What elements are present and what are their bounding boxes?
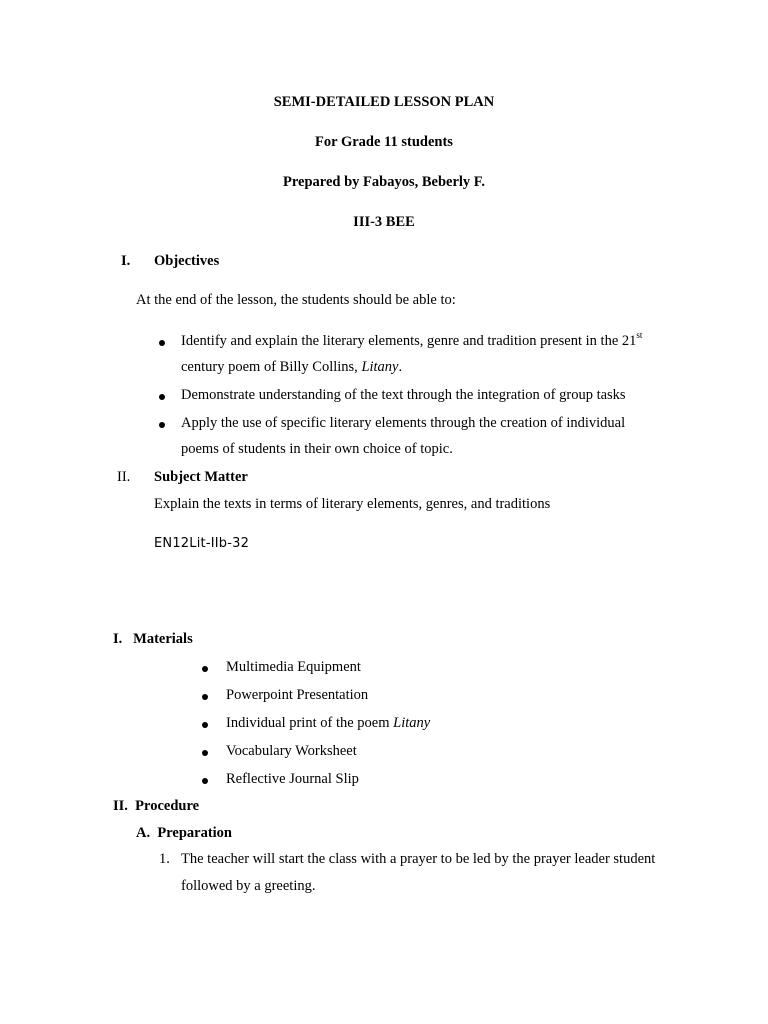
objectives-heading: Objectives: [154, 253, 220, 269]
grade-line: For Grade 11 students: [315, 134, 453, 150]
material-item-2: Powerpoint Presentation: [226, 687, 369, 703]
procedure-step-1-line-1: The teacher will start the class with a prayer to be led by the prayer leader student: [181, 851, 656, 867]
subject-matter-heading: Subject Matter: [154, 469, 248, 485]
procedure-heading: II. Procedure: [113, 798, 200, 814]
materials-heading: I. Materials: [113, 631, 193, 647]
procedure-step-1-line-2: followed by a greeting.: [181, 878, 316, 894]
objective-item-3-line-2: poems of students in their own choice of topic.: [181, 441, 453, 457]
material-item-3: Individual print of the poem Litany: [226, 715, 431, 731]
material-item-1: Multimedia Equipment: [226, 659, 361, 675]
objectives-numeral: I.: [121, 253, 131, 269]
competency-code: EN12Lit-IIb-32: [154, 536, 250, 551]
bullet-icon: [202, 750, 208, 756]
objective-item-3-line-1: Apply the use of specific literary elements through the creation of individual: [181, 415, 626, 431]
bullet-icon: [159, 340, 165, 346]
objective-item-1-line-1: Identify and explain the literary elements, genre and tradition present in the 21st: [181, 330, 643, 349]
bullet-icon: [202, 666, 208, 672]
material-item-4: Vocabulary Worksheet: [226, 743, 357, 759]
material-item-5: Reflective Journal Slip: [226, 771, 359, 787]
section-line: III-3 BEE: [353, 214, 415, 230]
procedure-step-number: 1.: [159, 851, 170, 867]
prepared-by-line: Prepared by Fabayos, Beberly F.: [283, 174, 485, 190]
subject-matter-numeral: II.: [117, 469, 131, 485]
bullet-icon: [202, 722, 208, 728]
bullet-icon: [159, 394, 165, 400]
bullet-icon: [202, 694, 208, 700]
preparation-heading: A. Preparation: [136, 825, 232, 841]
document-title: SEMI-DETAILED LESSON PLAN: [273, 94, 495, 110]
objective-item-2: Demonstrate understanding of the text through the integration of group tasks: [181, 387, 626, 403]
objective-item-1-line-2: century poem of Billy Collins, Litany.: [181, 359, 403, 375]
objectives-intro: At the end of the lesson, the students should be able to:: [136, 292, 456, 308]
bullet-icon: [202, 778, 208, 784]
subject-matter-description: Explain the texts in terms of literary elements, genres, and traditions: [154, 496, 551, 512]
bullet-icon: [159, 422, 165, 428]
